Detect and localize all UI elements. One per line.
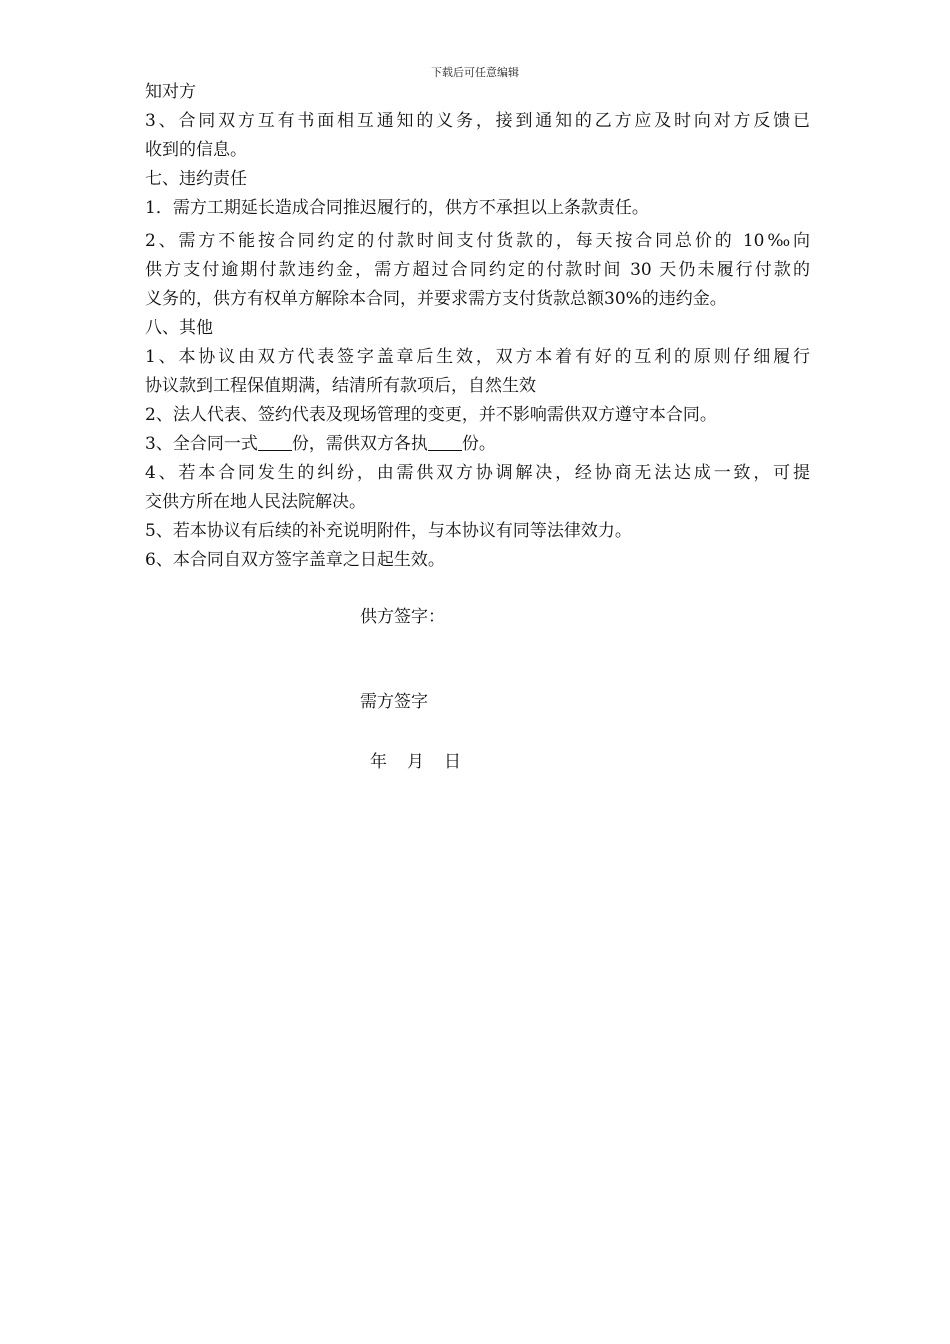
- text-line: 5、若本协议有后续的补充说明附件，与本协议有同等法律效力。: [145, 521, 632, 541]
- date-day: 日: [444, 752, 461, 772]
- text-line: 2、法人代表、签约代表及现场管理的变更，并不影响需供双方遵守本合同。: [145, 405, 717, 425]
- contract-body: [145, 78, 810, 575]
- blank-copies-total: [258, 433, 292, 451]
- section-heading-liability: 七、违约责任: [145, 169, 247, 189]
- clause-copies-middle: 份，需供双方各执: [291, 434, 428, 454]
- text-line: 2、需方不能按合同约定的付款时间支付货款的，每天按合同总价的 10‰向: [145, 231, 810, 251]
- text-line: 3、合同双方互有书面相互通知的义务，接到通知的乙方应及时向对方反馈已: [145, 111, 810, 131]
- clause-copies-after: 份。: [461, 434, 496, 454]
- date-month: 月: [407, 752, 424, 772]
- text-line: 交供方所在地人民法院解决。: [145, 492, 366, 512]
- text-line: 1、本协议由双方代表签字盖章后生效，双方本着有好的互利的原则仔细履行: [145, 347, 810, 367]
- page-header: 下载后可任意编辑: [431, 66, 519, 79]
- text-line: 知对方: [145, 82, 196, 102]
- buyer-signature-label: 需方签字: [360, 692, 428, 712]
- text-line: 收到的信息。: [145, 140, 247, 160]
- text-line: 协议款到工程保值期满，结清所有款项后，自然生效: [145, 376, 536, 396]
- text-line: 供方支付逾期付款违约金，需方超过合同约定的付款时间 30 天仍未履行付款的: [145, 260, 810, 280]
- text-line: 4、若本合同发生的纠纷，由需供双方协调解决，经协商无法达成一致，可提: [145, 463, 810, 483]
- signature-date: [370, 750, 461, 774]
- section-heading-other: 八、其他: [145, 318, 213, 338]
- blank-copies-each: [428, 433, 462, 451]
- text-line: 6、本合同自双方签字盖章之日起生效。: [145, 550, 445, 570]
- clause-copies-before: 3、全合同一式: [145, 434, 258, 454]
- supplier-signature-label: 供方签字：: [360, 607, 445, 627]
- text-line: 义务的，供方有权单方解除本合同，并要求需方支付货款总额30%的违约金。: [145, 289, 727, 309]
- date-year: 年: [370, 752, 387, 772]
- text-line: 1．需方工期延长造成合同推迟履行的，供方不承担以上条款责任。: [145, 198, 649, 218]
- clause-copies: [145, 430, 810, 459]
